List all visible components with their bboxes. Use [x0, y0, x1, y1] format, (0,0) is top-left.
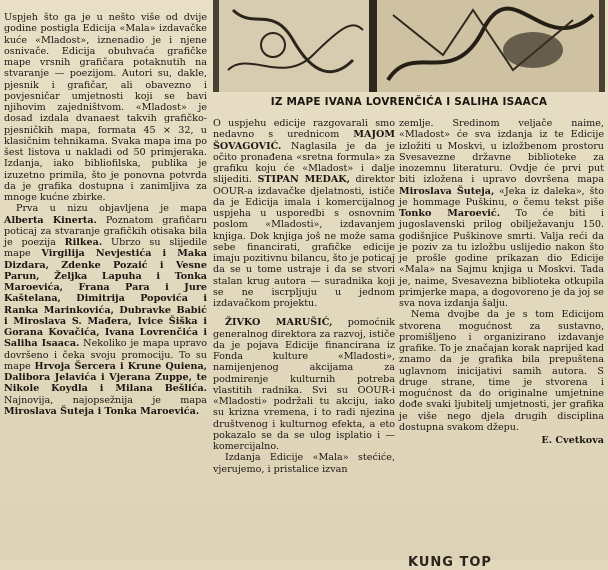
person-name: Miroslava Šuteja, [399, 185, 495, 197]
paragraph-authors [4, 203, 207, 417]
author-name: Rilkea. [64, 237, 103, 248]
person-name: STIPAN MEDAK, [257, 174, 350, 186]
person-name: Tonko Maroević. [399, 208, 501, 219]
author-names: Virgilija Nevjestića i Maka Dizdara, Zdenke Pozaić i Vesne Parun, Željka Lapuha i Tonka Maroevića, Frana Para i Jure Kaštelana, Dimitrija Popovića i Ranka Marinkovića, Dubravke Babić i Miroslava S. Mađera, Ivice Šiška i Gorana Kovačića, Ivana Lovrenčića i Saliha Isaaca. [4, 248, 208, 350]
paragraph-editor [213, 118, 395, 309]
text-run: O uspjehu edicije razgovarali smo nedavno s urednicom [213, 118, 395, 141]
person-name: MAJOM ŠOVAGOVIĆ. [213, 129, 395, 152]
author-names: Miroslava Šuteja i Tonka Maroevića. [4, 405, 200, 417]
article-column-1 [4, 12, 207, 417]
text-run: zemlje. Sredinom veljače naime, «Mladost» će sva izdanja iz te Edicije izložiti u Moskvi, u izložbenom prostoru Svesavezne državne biblioteke za inozemnu literaturu. Ovdje će prvi put biti izložena i upravo dovršena mapa [399, 118, 604, 186]
article-column-3 [399, 118, 604, 446]
author-names: Hrvoja Šercera i Krune Quiena, Dalibora Jelavića i Vjerana Zuppe, te Nikole Koydla i Milana Bešlića. [4, 360, 208, 395]
headline-fragment: KUNG TOP [408, 555, 492, 570]
next-article-fragment [408, 548, 608, 570]
text-run: «Jeka iz daleka», što je hommage Puškinu, o čemu tekst piše [399, 185, 604, 208]
photo-caption: IZ MAPE IVANA LOVRENČIĆA I SALIHA ISAACA [270, 96, 548, 108]
text-run: Poznatom grafičaru poticaj za stvaranje grafičkih otisaka bila je poezija [4, 214, 207, 248]
text-run: direktor OOUR-a izdavačke djelatnosti, ističe da je Edicija imala i komercijalnog uspjeha u usporedbi s osnovnim poslom «Mladosti», izdavanjem knjiga. Dok knjiga još ne može sama sebe financirati, grafičke edicije imaju pozitivnu bilancu, što je poticaj da se u tome ustraje i da se stvori stalan krug autora — suradnika koji se ne iscrpljuju u jednom izdavačkom projektu. [213, 174, 396, 309]
text-run: Prva u nizu objavljena je mapa [16, 203, 207, 215]
paragraph-intro: Uspjeh što ga je u nešto više od dvije godine postigla Edicija «Mala» izdavačke kuće «Mladost», iznenadio je i njene osnivače. Edicija obuhvaća grafičke mape vrsnih grafičara potaknutih na stvaranje — poezijom. Autori su, dakle, pjesnik i grafičar, ali obavezno i povjesničar umjetnosti koji se bavi njihovim zajedništvom. «Mladost» je dosad izdala dvanaest takvih grafičko-pjesničkih mapa, formata 45 × 32, u klasičnim tehnikama. Svaka mapa ima po šest listova u nakladi od 50 primjeraka. Izdanja, iako bibliofilska, publika je izuzetno primila, što je ponovna potvrda da je grafika dostupna i zanimljiva za mnoge kućne zbirke. [4, 12, 207, 203]
person-name: ŽIVKO MARUŠIĆ, [225, 317, 333, 329]
article-photo [213, 0, 605, 92]
article-column-2 [213, 118, 395, 475]
text-run: pomoćnik generalnog direktora za razvoj, ističe da je pojava Edicije financirana iz Fonda kulture «Mladosti», namijenjenog akcijama za podmirenje kulturnih potreba vlastitih radnika. Svi su OOUR-i «Mladosti» podržali tu akciju, iako su krizna vremena, i to radi njezina društvenog i kulturnog efekta, a eto pokazalo se da se ulog isplatio i — komercijalno. [213, 317, 395, 452]
text-run: Naglasila je da je očito pronađena «sretna formula» za grafiku koju će «Mladost» i dalje slijediti. [213, 140, 395, 186]
text-run: Najnovija, najopsežnija je mapa [4, 394, 207, 406]
text-run: Nekoliko je mapa upravo dovršeno i čeka svoju promociju. To su mape [4, 338, 207, 372]
text-run: To će biti i jugoslavenski prilog obilježavanju 150. godišnjice Puškinove smrti. Valja reći da je poziv za tu izložbu uslijedio nakon što je prošle godine prikazan dio Edicije «Mala» na Sajmu knjiga u Moskvi. Tada je, naime, Svesavezna biblioteka otkupila primjerke mapa, a dogovoreno je da joj se sva nova izdanja šalju. [399, 208, 605, 309]
author-signature: E. Cvetkova [541, 435, 604, 446]
paragraph-abroad: Izdanja Edicije «Mala» stećiće, vjerujemo, i pristalice izvan [213, 452, 395, 475]
paragraph-director [213, 317, 395, 452]
paragraph-moscow [399, 118, 604, 309]
author-name: Alberta Kinerta. [4, 214, 97, 226]
paragraph-conclusion: Nema dvojbe da je s tom Edicijom stvorena mogućnost za sustavno, promišljeno i organizirano izdavanje grafike. To je značajan korak naprijed kad znamo da je grafika bila prepuštena uglavnom inicijativi samih autora. S druge strane, time je stvorena i mogućnost da do originalne umjetnine dođe svaki ljubitelj umjetnosti, jer grafika je više nego djela drugih disciplina dostupna svakom džepu. [399, 309, 604, 433]
text-run: Ubrzo su slijedile mape [4, 237, 207, 260]
